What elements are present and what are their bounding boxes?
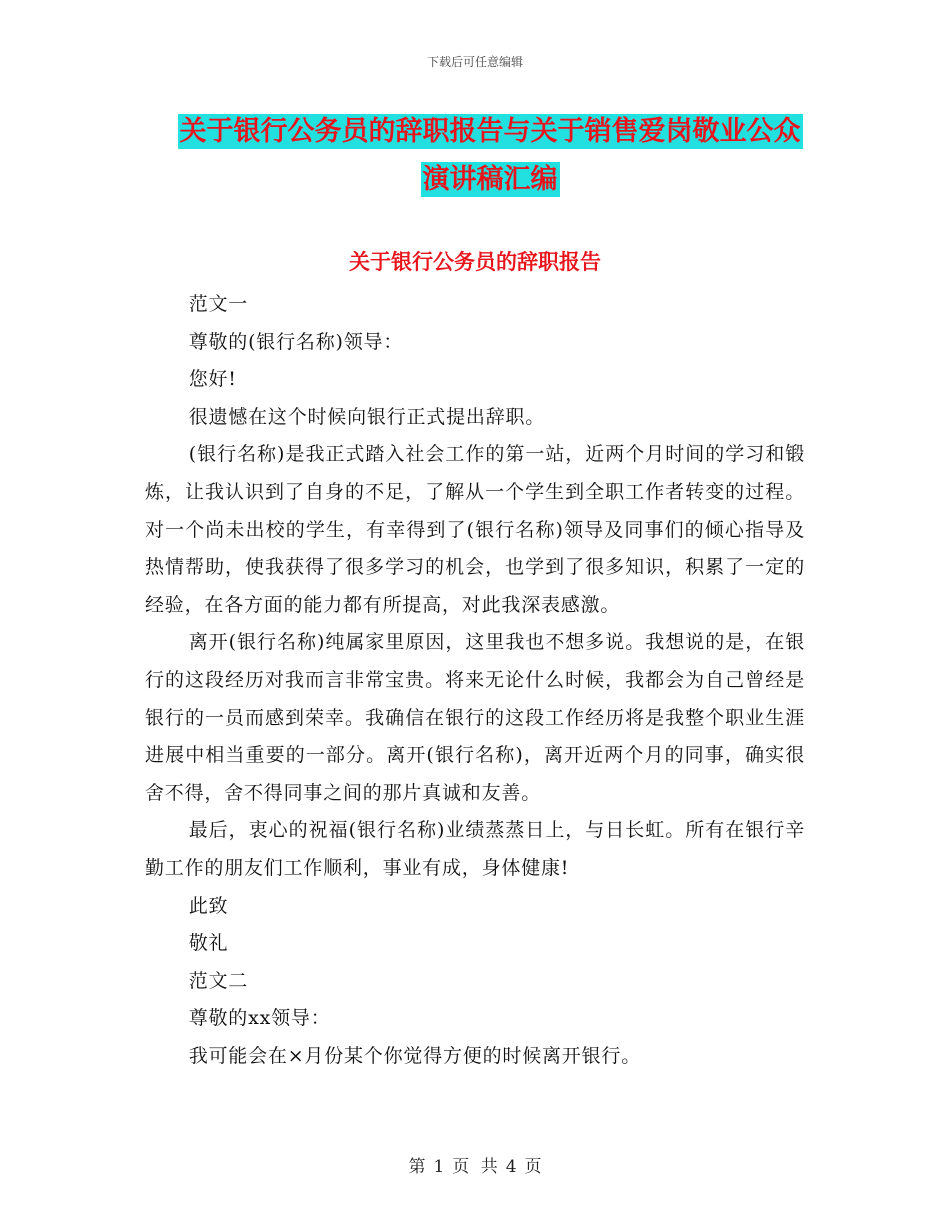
paragraph: (银行名称)是我正式踏入社会工作的第一站，近两个月时间的学习和锻炼，让我认识到了自身的不足，了解从一个学生到全职工作者转变的过程。对一个尚未出校的学生，有幸得到了(银行名称)领导及同事们的倾心指导及热情帮助，使我获得了很多学习的机会，也学到了很多知识，积累了一定的经验，在各方面的能力都有所提高，对此我深表感激。 [145,443,805,616]
paragraph: 尊敬的(银行名称)领导： [188,330,404,353]
paragraph: 最后，衷心的祝福(银行名称)业绩蒸蒸日上，与日长虹。所有在银行辛勤工作的朋友们工作顺利，事业有成，身体健康! [145,819,805,879]
page-suffix: 页 [524,1157,542,1177]
paragraph: 我可能会在×月份某个你觉得方便的时候离开银行。 [188,1044,642,1067]
header-note: 下载后可任意编辑 [426,55,523,69]
paragraph: 范文一 [188,293,249,315]
paragraph: 此致 [188,894,229,917]
paragraph: 尊敬的xx领导： [188,1007,331,1030]
paragraph: 很遗憾在这个时候向银行正式提出辞职。 [188,405,546,428]
section-title: 关于银行公务员的辞职报告 [349,249,601,274]
page-mid: 页 共 [452,1157,498,1177]
page-footer [0,1152,950,1177]
paragraph: 敬礼 [188,932,229,955]
page-prefix: 第 [408,1157,426,1177]
paragraph: 离开(银行名称)纯属家里原因，这里我也不想多说。我想说的是，在银行的这段经历对我而言非常宝贵。将来无论什么时候，我都会为自己曾经是银行的一员而感到荣幸。我确信在银行的这段工作经历将是我整个职业生涯进展中相当重要的一部分。离开(银行名称)，离开近两个月的同事，确实很舍不得，舍不得同事之间的那片真诚和友善。 [145,631,805,804]
document-body [145,286,805,1075]
page-number: 1 [433,1157,445,1177]
paragraph: 您好! [188,368,237,391]
page-total: 4 [505,1157,517,1177]
title-line-1: 关于银行公务员的辞职报告与关于销售爱岗敬业公众 [179,116,801,147]
document-title [140,108,840,204]
paragraph: 范文二 [188,969,249,992]
title-line-2: 演讲稿汇编 [422,164,558,195]
